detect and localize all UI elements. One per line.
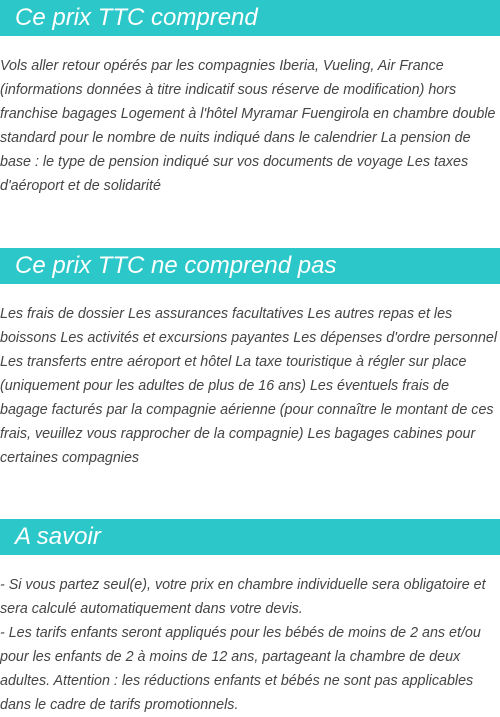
section-title: Ce prix TTC comprend	[0, 0, 500, 36]
section-title: A savoir	[0, 519, 500, 555]
section-good-to-know	[0, 519, 500, 717]
section-price-includes	[0, 0, 500, 198]
section-title: Ce prix TTC ne comprend pas	[0, 248, 500, 284]
section-body	[0, 54, 500, 198]
section-body	[0, 302, 500, 470]
section-paragraph: Vols aller retour opérés par les compagnies Iberia, Vueling, Air France (informations données à titre indicatif sous réserve de modification) hors franchise bagages Logement à l'hôtel Myramar Fuengirola en chambre double standard pour le nombre de nuits indiqué dans le calendrier La pension de base : le type de pension indiqué sur vos documents de voyage Les taxes d'aéroport et de solidarité	[0, 58, 496, 194]
section-paragraph: - Si vous partez seul(e), votre prix en chambre individuelle sera obligatoire et sera calculé automatiquement dans votre devis.	[0, 577, 486, 617]
section-body	[0, 573, 500, 717]
section-paragraph: - Les tarifs enfants seront appliqués pour les bébés de moins de 2 ans et/ou pour les enfants de 2 à moins de 12 ans, partageant la chambre de deux adultes. Attention : les réductions enfants et bébés ne sont pas applicables dans le cadre de tarifs promotionnels.	[0, 625, 481, 713]
section-price-excludes	[0, 248, 500, 470]
section-paragraph: Les frais de dossier Les assurances facultatives Les autres repas et les boissons Les activités et excursions payantes Les dépenses d'ordre personnel Les transferts entre aéroport et hôtel La taxe touristique à régler sur place (uniquement pour les adultes de plus de 16 ans) Les éventuels frais de bagage facturés par la compagnie aérienne (pour connaître le montant de ces frais, veuillez vous rapprocher de la compagnie) Les bagages cabines pour certaines compagnies	[0, 306, 498, 466]
